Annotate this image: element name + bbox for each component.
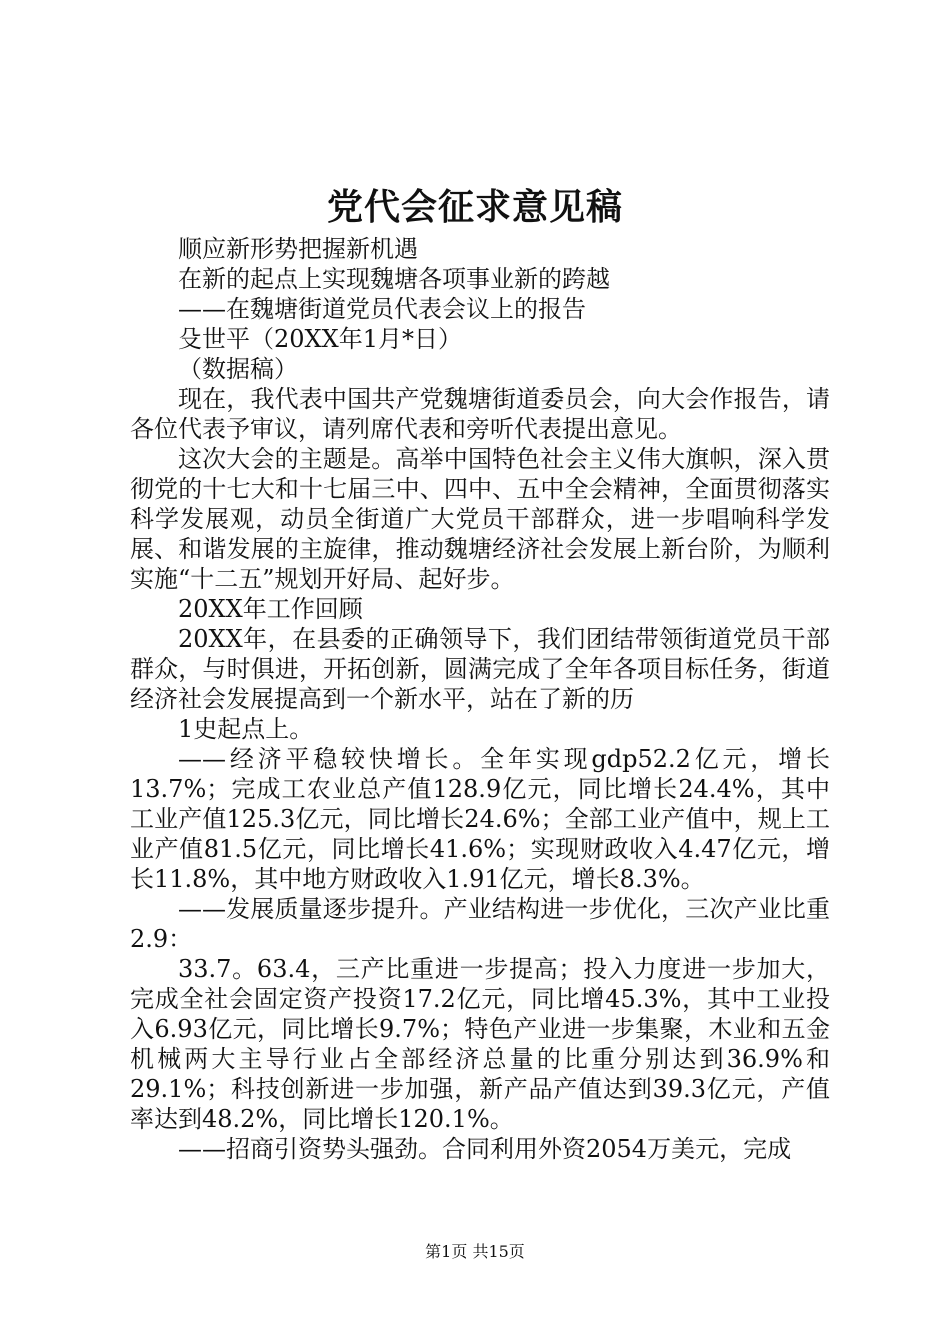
body-paragraph: 现在，我代表中国共产党魏塘街道委员会，向大会作报告，请各位代表予审议，请列席代表和旁听代表提出意见。: [130, 385, 830, 443]
section-heading: 20XX年工作回顾: [178, 595, 363, 623]
page-footer: 第1页 共15页: [425, 1242, 525, 1261]
document-title: 党代会征求意见稿: [326, 186, 623, 228]
report-subtitle-line-2: 在新的起点上实现魏塘各项事业新的跨越: [178, 265, 610, 293]
body-paragraph: 33.7。63.4，三产比重进一步提高；投入力度进一步加大，完成全社会固定资产投资17.2亿元，同比增45.3%，其中工业投入6.93亿元，同比增长9.7%；特色产业进一步集聚，木业和五金机械两大主导行业占全部经济总量的比重分别达到36.9%和29.1%；科技创新进一步加强，新产品产值达到39.3亿元，产值率达到48.2%，同比增长120.1%。: [130, 955, 830, 1133]
body-paragraph: 20XX年，在县委的正确领导下，我们团结带领街道党员干部群众，与时俱进，开拓创新，圆满完成了全年各项目标任务，街道经济社会发展提高到一个新水平，站在了新的历: [130, 625, 830, 713]
report-author-date: 殳世平（20XX年1月*日）: [178, 325, 462, 353]
body-paragraph: ——招商引资势头强劲。合同利用外资2054万美元，完成: [178, 1135, 792, 1163]
body-paragraph: 1史起点上。: [178, 715, 314, 743]
document-body: [130, 234, 830, 1164]
report-subtitle-line-3: ——在魏塘街道党员代表会议上的报告: [178, 295, 586, 323]
report-subtitle-line-1: 顺应新形势把握新机遇: [178, 235, 418, 263]
body-paragraph: ——经济平稳较快增长。全年实现gdp52.2亿元，增长13.7%；完成工农业总产值128.9亿元，同比增长24.4%，其中工业产值125.3亿元，同比增长24.6%；全部工业产值中，规上工业产值81.5亿元，同比增长41.6%；实现财政收入4.47亿元，增长11.8%，其中地方财政收入1.91亿元，增长8.3%。: [130, 745, 830, 893]
body-paragraph: ——发展质量逐步提升。产业结构进一步优化，三次产业比重2.9：: [130, 895, 830, 953]
body-paragraph: 这次大会的主题是。高举中国特色社会主义伟大旗帜，深入贯彻党的十七大和十七届三中、四中、五中全会精神，全面贯彻落实科学发展观，动员全街道广大党员干部群众，进一步唱响科学发展、和谐发展的主旋律，推动魏塘经济社会发展上新台阶，为顺利实施“十二五”规划开好局、起好步。: [130, 445, 830, 593]
report-draft-note: （数据稿）: [178, 355, 298, 383]
